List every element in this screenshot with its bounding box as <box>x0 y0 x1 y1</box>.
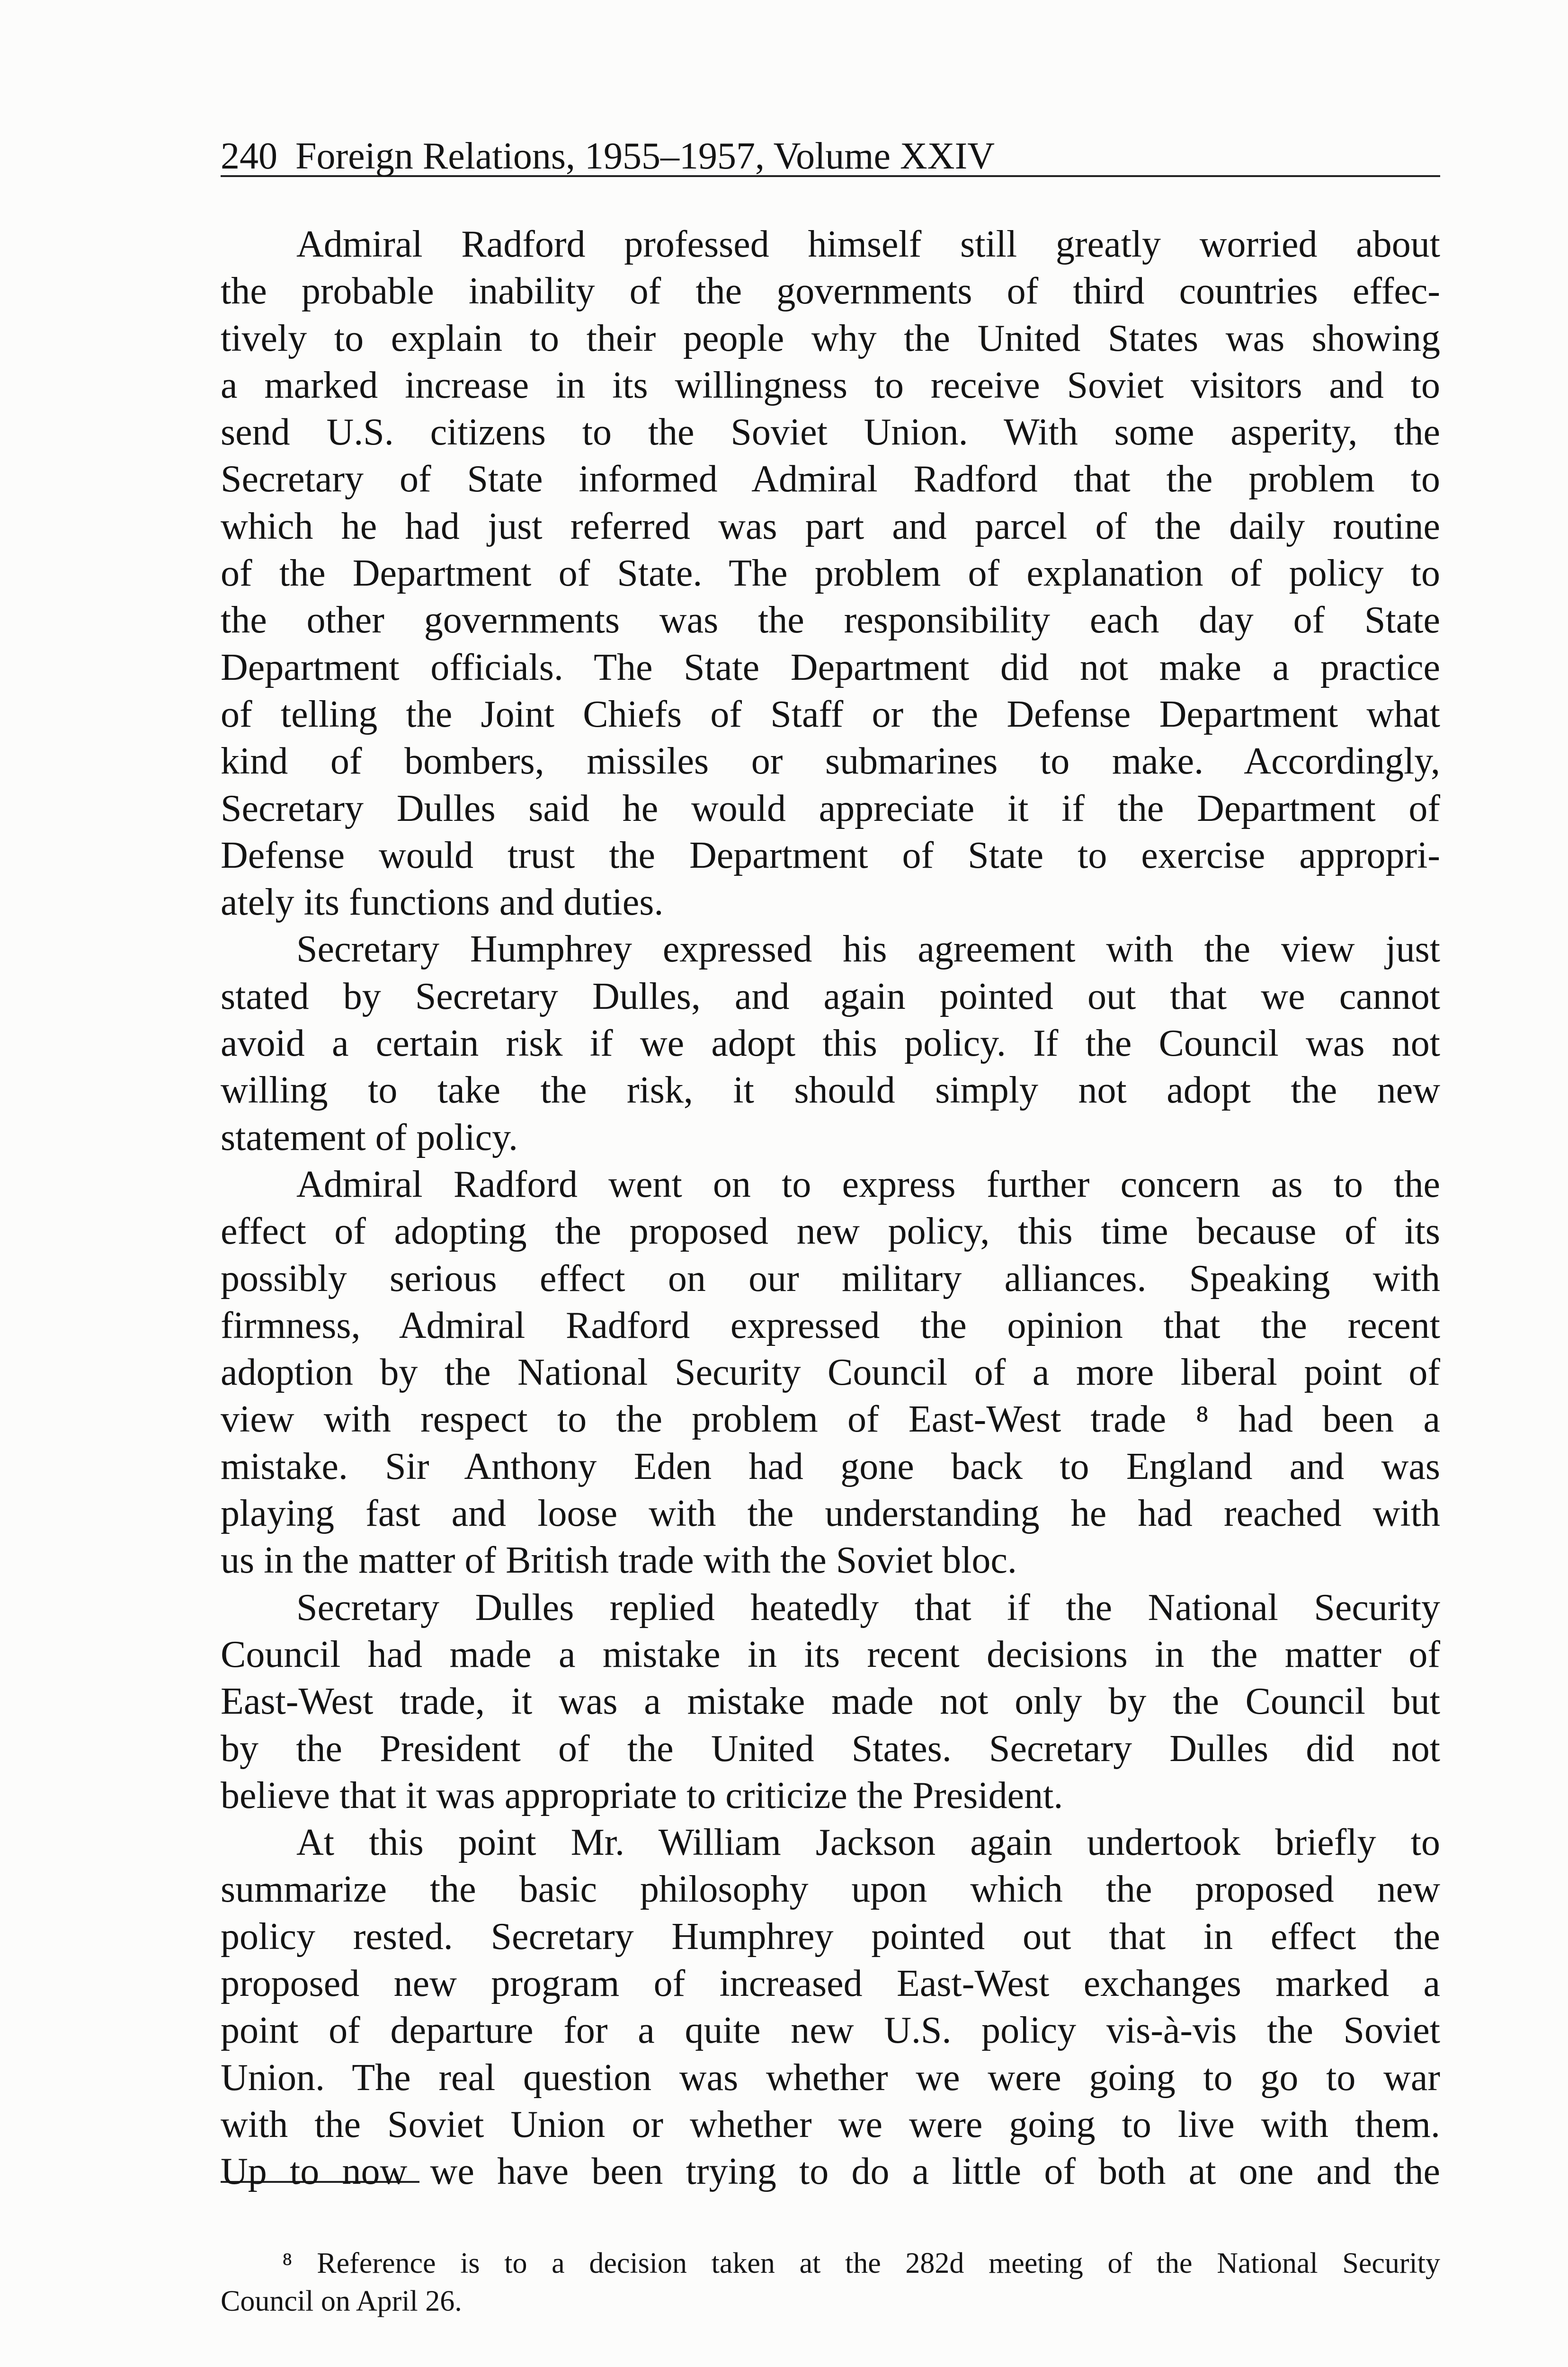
text-line: avoid a certain risk if we adopt this policy. If the Council was not <box>221 1023 1440 1065</box>
footnote-line: Council on April 26. <box>221 2285 462 2318</box>
body-text <box>221 221 1440 2195</box>
text-line: kind of bombers, missiles or submarines to make. Accordingly, <box>221 740 1440 783</box>
text-line: Department officials. The State Department did not make a practice <box>221 646 1440 688</box>
text-line: ately its functions and duties. <box>221 881 664 924</box>
text-line: Admiral Radford professed himself still greatly worried about <box>296 223 1440 265</box>
paragraph <box>221 1161 1440 1584</box>
text-line: policy rested. Secretary Humphrey pointed out that in effect the <box>221 1915 1440 1958</box>
text-line: point of departure for a quite new U.S. policy vis-à-vis the Soviet <box>221 2010 1440 2052</box>
text-line: effect of adopting the proposed new policy, this time because of its <box>221 1210 1440 1253</box>
text-line: the probable inability of the governments of third countries effec- <box>221 270 1440 312</box>
text-line: which he had just referred was part and parcel of the daily routine <box>221 505 1440 547</box>
text-line: Secretary Dulles replied heatedly that if the National Security <box>296 1586 1440 1628</box>
text-line: Up to now we have been trying to do a little of both at one and the <box>221 2151 1440 2193</box>
text-line: willing to take the risk, it should simply not adopt the new <box>221 1069 1440 1112</box>
text-line: East-West trade, it was a mistake made not only by the Council but <box>221 1681 1440 1723</box>
text-line: At this point Mr. William Jackson again undertook briefly to <box>296 1822 1440 1864</box>
text-line: us in the matter of British trade with the Soviet bloc. <box>221 1539 1017 1582</box>
text-line: the other governments was the responsibility each day of State <box>221 599 1440 641</box>
text-line: firmness, Admiral Radford expressed the opinion that the recent <box>221 1304 1440 1346</box>
paragraph <box>221 926 1440 1161</box>
text-line: Secretary Humphrey expressed his agreement with the view just <box>296 928 1440 970</box>
text-line: summarize the basic philosophy upon which the proposed new <box>221 1869 1440 1911</box>
text-line: stated by Secretary Dulles, and again pointed out that we cannot <box>221 975 1440 1017</box>
page-number: 240 <box>221 135 277 177</box>
text-line: Union. The real question was whether we were going to go to war <box>221 2056 1440 2099</box>
text-line: mistake. Sir Anthony Eden had gone back to England and was <box>221 1445 1440 1487</box>
text-line: Council had made a mistake in its recent decisions in the matter of <box>221 1633 1440 1675</box>
running-header <box>221 137 1440 177</box>
paragraph <box>221 1819 1440 2195</box>
text-line: proposed new program of increased East-West exchanges marked a <box>221 1962 1440 2004</box>
text-line: a marked increase in its willingness to receive Soviet visitors and to <box>221 364 1440 406</box>
text-line: view with respect to the problem of East-West trade ⁸ had been a <box>221 1398 1440 1441</box>
text-line: Secretary Dulles said he would appreciate it if the Department of <box>221 787 1440 829</box>
text-line: Admiral Radford went on to express further concern as to the <box>296 1163 1440 1205</box>
text-line: adoption by the National Security Council of a more liberal point of <box>221 1352 1440 1394</box>
footnote <box>221 2244 1440 2320</box>
text-line: with the Soviet Union or whether we were going to live with them. <box>221 2103 1440 2145</box>
footnote-line: ⁸ Reference is to a decision taken at the 282d meeting of the National Security <box>282 2247 1440 2280</box>
paragraph <box>221 1584 1440 1819</box>
text-line: playing fast and loose with the understanding he had reached with <box>221 1493 1440 1535</box>
text-line: tively to explain to their people why the United States was showing <box>221 317 1440 359</box>
text-line: send U.S. citizens to the Soviet Union. With some asperity, the <box>221 411 1440 454</box>
paragraph <box>221 221 1440 926</box>
text-line: Secretary of State informed Admiral Radford that the problem to <box>221 458 1440 500</box>
text-line: of the Department of State. The problem of explanation of policy to <box>221 552 1440 595</box>
running-title: Foreign Relations, 1955–1957, Volume XXIV <box>295 135 995 177</box>
text-line: possibly serious effect on our military alliances. Speaking with <box>221 1257 1440 1299</box>
text-line: of telling the Joint Chiefs of Staff or the Defense Department what <box>221 693 1440 735</box>
text-line: Defense would trust the Department of State to exercise appropri- <box>221 834 1440 876</box>
text-line: believe that it was appropriate to criticize the President. <box>221 1774 1063 1816</box>
text-line: statement of policy. <box>221 1116 518 1158</box>
text-line: by the President of the United States. Secretary Dulles did not <box>221 1727 1440 1770</box>
